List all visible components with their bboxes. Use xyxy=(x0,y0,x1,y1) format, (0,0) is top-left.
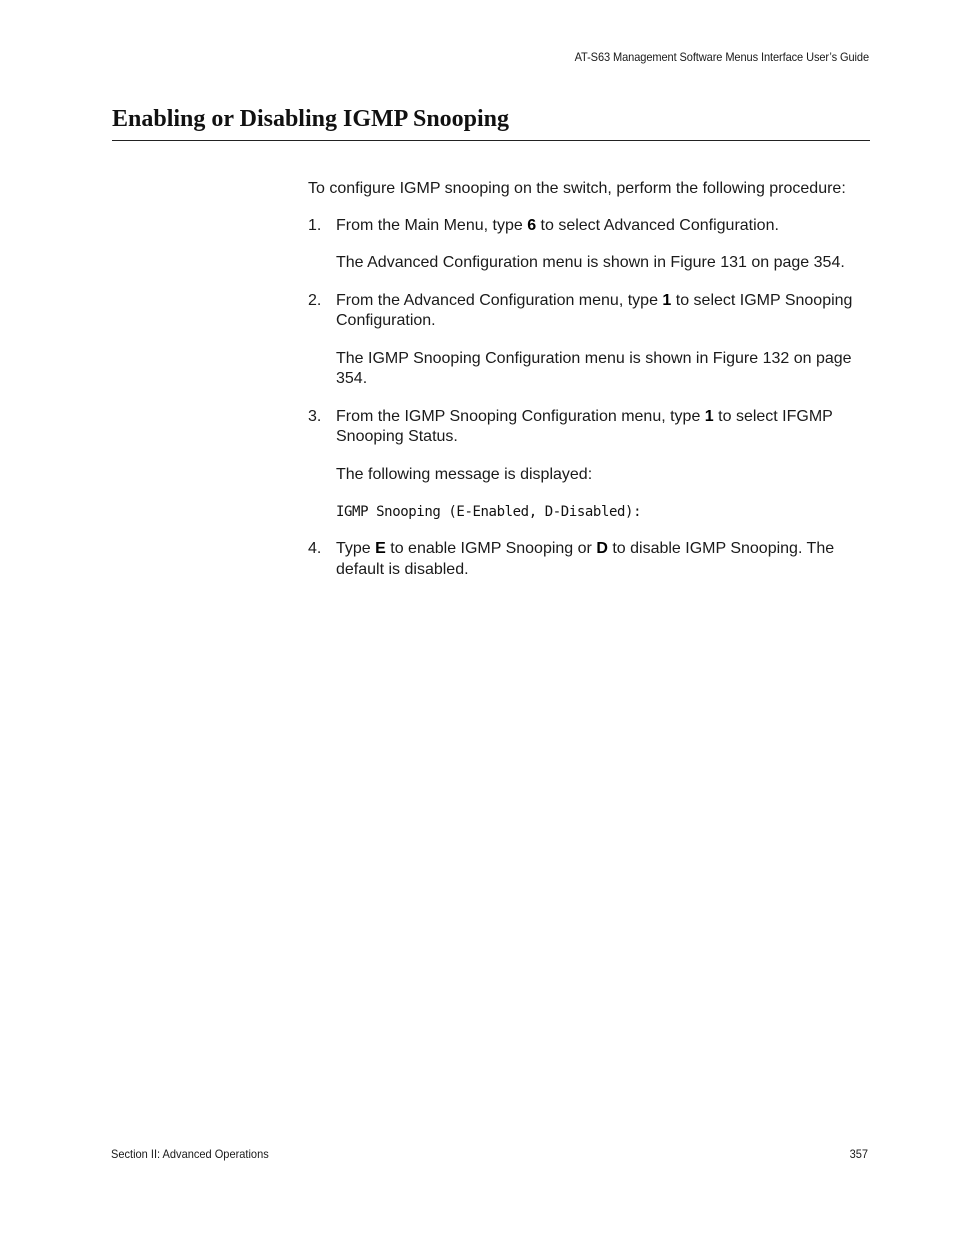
title-rule xyxy=(112,140,870,141)
step-instruction xyxy=(336,407,873,448)
footer-section-label: Section II: Advanced Operations xyxy=(111,1147,269,1161)
step-instruction xyxy=(336,291,873,332)
step-text: From the Main Menu, type xyxy=(336,216,528,234)
step-text: to select Advanced Configuration. xyxy=(536,216,779,234)
step-2 xyxy=(308,291,873,390)
step-number: 3. xyxy=(308,407,322,425)
step-note: The following message is displayed: xyxy=(336,465,593,483)
step-1 xyxy=(308,216,873,274)
step-note: The Advanced Configuration menu is shown in Figure 131 on page 354. xyxy=(336,254,845,271)
section-title: Enabling or Disabling IGMP Snooping xyxy=(112,106,510,132)
step-key: 6 xyxy=(527,216,537,234)
step-body xyxy=(336,407,873,523)
step-text: Type xyxy=(336,540,376,557)
step-body xyxy=(336,539,873,580)
step-instruction xyxy=(336,216,873,237)
step-instruction xyxy=(336,539,873,580)
step-number: 2. xyxy=(308,291,322,309)
step-key: D xyxy=(596,540,608,557)
step-note: The IGMP Snooping Configuration menu is shown in Figure 132 on page 354. xyxy=(336,349,852,387)
step-4 xyxy=(308,539,873,580)
step-number: 1. xyxy=(308,216,322,234)
step-text: to disable IGMP Snooping. The default is disabled. xyxy=(336,540,835,578)
step-text: From the IGMP Snooping Configuration menu, type xyxy=(336,407,705,425)
step-body xyxy=(336,291,873,390)
step-key: 1 xyxy=(704,407,714,425)
running-header: AT-S63 Management Software Menus Interface User’s Guide xyxy=(574,50,869,64)
procedure-steps xyxy=(308,216,873,581)
procedure-content xyxy=(308,179,873,597)
step-text: From the Advanced Configuration menu, type xyxy=(336,291,663,309)
step-key: E xyxy=(375,540,386,557)
step-body xyxy=(336,216,873,274)
step-number: 4. xyxy=(308,540,322,557)
step-key: 1 xyxy=(662,291,672,309)
intro-paragraph: To configure IGMP snooping on the switch, perform the following procedure: xyxy=(308,180,846,197)
console-prompt: IGMP Snooping (E-Enabled, D-Disabled): xyxy=(336,504,642,520)
page-number: 357 xyxy=(849,1147,868,1161)
step-3 xyxy=(308,407,873,523)
step-text: to select IFGMP Snooping Status. xyxy=(336,407,833,445)
step-text: to enable IGMP Snooping or xyxy=(385,540,597,557)
step-text: to select IGMP Snooping Configuration. xyxy=(336,291,853,329)
